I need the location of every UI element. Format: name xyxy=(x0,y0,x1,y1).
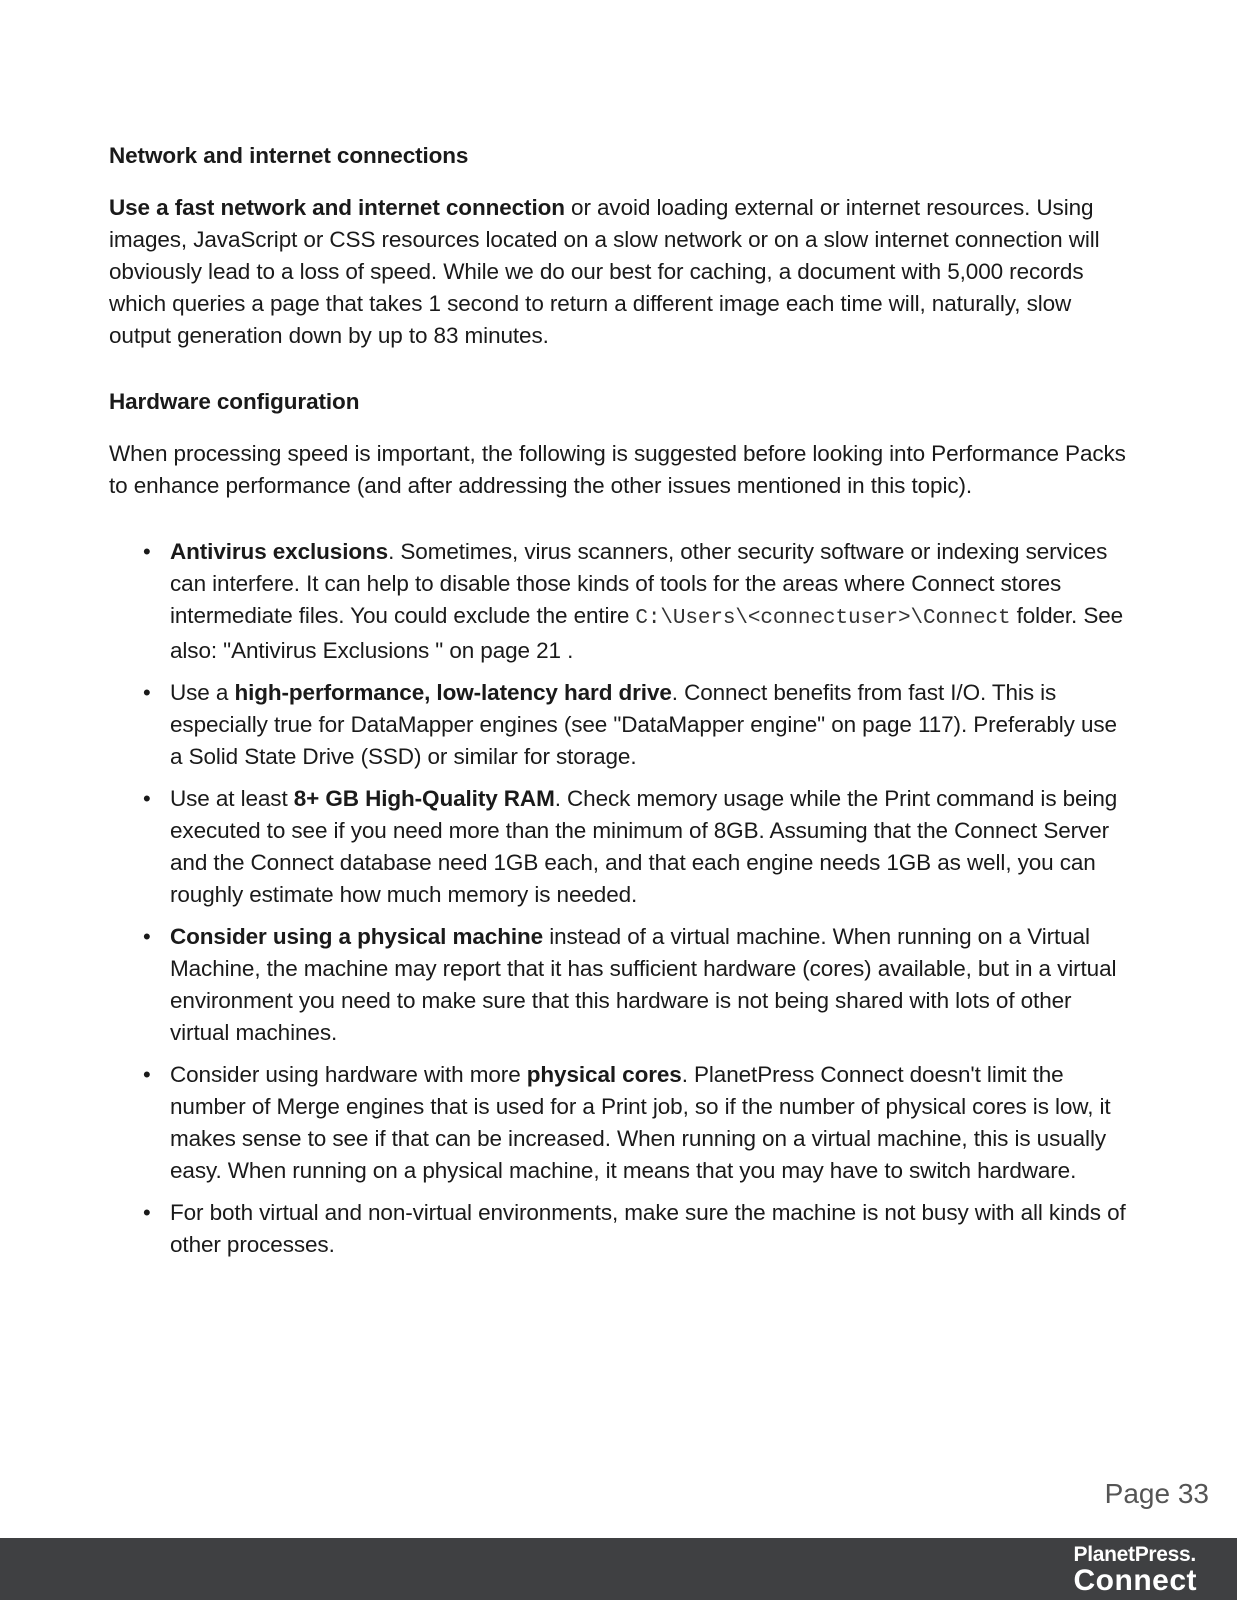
bullet-icon: • xyxy=(143,1200,151,1225)
bullet-icon: • xyxy=(143,924,151,949)
item-bold: physical cores xyxy=(526,1062,682,1087)
item-text-after: . Check memory usage while the Print command is being executed to see if you need more than the minimum of 8GB. Assuming that the Connect Server and the Connect database need 1GB each, and that each engine needs 1GB as well, you can roughly estimate how much memory is needed. xyxy=(170,786,1118,907)
list-item xyxy=(109,921,1129,1049)
planetpress-connect-logo xyxy=(1074,1544,1198,1596)
document-body xyxy=(109,140,1129,1271)
page-number: Page 33 xyxy=(1104,1478,1209,1509)
item-text-after: . Connect benefits from fast I/O. This is especially true for DataMapper engines (see "DataMapper engine" on page 117). Preferably use a Solid State Drive (SSD) or similar for storage. xyxy=(170,680,1117,769)
item-text-before: Consider using hardware with more xyxy=(170,1062,527,1087)
item-text-after: . PlanetPress Connect doesn't limit the number of Merge engines that is used for a Print job, so if the number of physical cores is low, it makes sense to see if that can be increased. When running on a virtual machine, this is usually easy. When running on a physical machine, it means that you may have to switch hardware. xyxy=(170,1062,1111,1183)
network-text: or avoid loading external or internet resources. Using images, JavaScript or CSS resources located on a slow network or on a slow internet connection will obviously lead to a loss of speed. While we do our best for caching, a document with 5,000 records which queries a page that takes 1 second to return a different image each time will, naturally, slow output generation down by up to 83 minutes. xyxy=(109,195,1100,348)
list-item xyxy=(109,1197,1129,1261)
item-code-path: C:\Users\<connectuser>\Connect xyxy=(635,607,1011,630)
item-text-before: Use a xyxy=(170,680,235,705)
item-text-after: . Sometimes, virus scanners, other security software or indexing services can interfere. It can help to disable those kinds of tools for the areas where Connect stores intermediate files. You could exclude the entire xyxy=(170,539,1108,628)
list-item xyxy=(109,677,1129,773)
bullet-icon: • xyxy=(143,786,151,811)
bullet-icon: • xyxy=(143,1062,151,1087)
item-bold: Consider using a physical machine xyxy=(170,924,544,949)
bullet-icon: • xyxy=(143,680,151,705)
item-text-after: instead of a virtual machine. When running on a Virtual Machine, the machine may report that it has sufficient hardware (cores) available, but in a virtual environment you need to make sure that this hardware is not being shared with lots of other virtual machines. xyxy=(170,924,1117,1045)
hardware-intro: When processing speed is important, the following is suggested before looking into Performance Packs to enhance performance (and after addressing the other issues mentioned in this topic). xyxy=(109,441,1126,498)
footer-bar xyxy=(0,1538,1237,1600)
item-bold: high-performance, low-latency hard drive xyxy=(234,680,672,705)
hardware-tips-list xyxy=(109,536,1129,1261)
section-heading-network: Network and internet connections xyxy=(109,143,469,168)
bullet-icon: • xyxy=(143,539,151,564)
item-text-after-code: folder. See also: "Antivirus Exclusions " on page 21 . xyxy=(170,603,1124,663)
list-item xyxy=(109,1059,1129,1187)
item-bold: Antivirus exclusions xyxy=(170,539,389,564)
logo-text-top: PlanetPress. xyxy=(1073,1543,1196,1566)
item-text-before: For both virtual and non-virtual environments, make sure the machine is not busy with all kinds of other processes. xyxy=(170,1200,1126,1257)
item-bold: 8+ GB High-Quality RAM xyxy=(293,786,555,811)
list-item xyxy=(109,536,1129,667)
list-item xyxy=(109,783,1129,911)
network-paragraph xyxy=(109,192,1129,352)
network-lead-bold: Use a fast network and internet connection xyxy=(109,195,565,220)
item-text-before: Use at least xyxy=(170,786,294,811)
logo-text-bottom: Connect xyxy=(1073,1564,1197,1597)
section-heading-hardware: Hardware configuration xyxy=(109,389,360,414)
